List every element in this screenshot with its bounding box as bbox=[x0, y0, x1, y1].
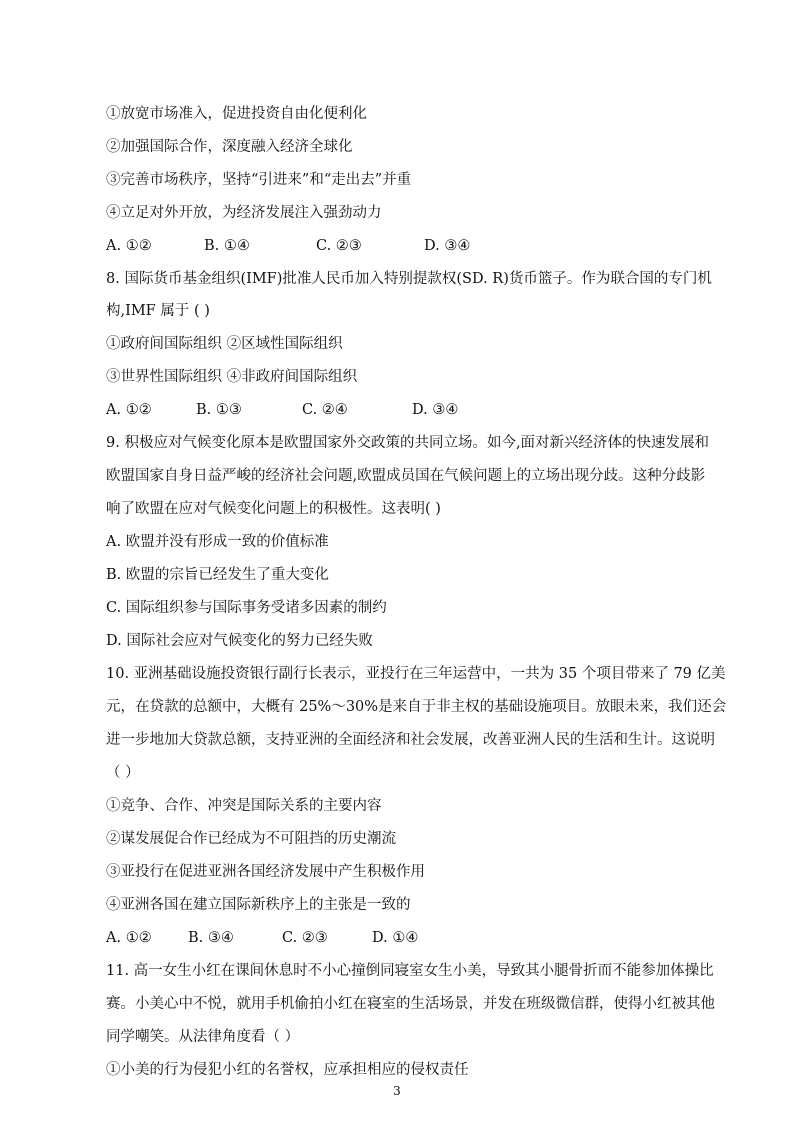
q7-options bbox=[106, 236, 706, 256]
q9-option-b: B. 欧盟的宗旨已经发生了重大变化 bbox=[106, 567, 329, 583]
q10-option-d: D. ①④ bbox=[372, 930, 419, 946]
q8-stem-line-1: 8. 国际货币基金组织(IMF)批准人民币加入特别提款权(SD. R)货币篮子。作为联合国的专门机 bbox=[106, 271, 712, 287]
q8-item-1: ①政府间国际组织 ②区域性国际组织 bbox=[106, 336, 343, 352]
q8-option-a: A. ①② bbox=[106, 402, 152, 418]
q7-option-c: C. ②③ bbox=[316, 238, 362, 254]
q11-stem-line-1: 11. 高一女生小红在课间休息时不小心撞倒同寝室女生小美，导致其小腿骨折而不能参加体操比 bbox=[106, 963, 714, 979]
q9-stem-line-3: 响了欧盟在应对气候变化问题上的积极性。这表明( ) bbox=[106, 501, 441, 517]
q7-option-d: D. ③④ bbox=[424, 238, 471, 254]
q10-stem-line-1: 10. 亚洲基础设施投资银行副行长表示，亚投行在三年运营中，一共为 35 个项目带来了 79 亿美 bbox=[106, 666, 726, 682]
q9-stem-line-1: 9. 积极应对气候变化原本是欧盟国家外交政策的共同立场。如今,面对新兴经济体的快速发展和 bbox=[106, 435, 710, 451]
q9-option-d: D. 国际社会应对气候变化的努力已经失败 bbox=[106, 633, 373, 649]
q10-item-1: ①竞争、合作、冲突是国际关系的主要内容 bbox=[106, 798, 382, 814]
page-number: 3 bbox=[393, 1084, 401, 1098]
q11-stem-line-2: 赛。小美心中不悦，就用手机偷拍小红在寝室的生活场景，并发在班级微信群，使得小红被其他 bbox=[106, 996, 715, 1012]
q8-item-2: ③世界性国际组织 ④非政府间国际组织 bbox=[106, 369, 358, 385]
q7-item-4: ④立足对外开放，为经济发展注入强劲动力 bbox=[106, 205, 382, 221]
q10-item-3: ③亚投行在促进亚洲各国经济发展中产生积极作用 bbox=[106, 864, 425, 880]
q10-option-b: B. ③④ bbox=[188, 930, 234, 946]
q10-stem-line-3: 进一步地加大贷款总额，支持亚洲的全面经济和社会发展，改善亚洲人民的生活和生计。这说明 bbox=[106, 732, 715, 748]
q9-option-a: A. 欧盟并没有形成一致的价值标准 bbox=[106, 534, 329, 550]
q10-option-a: A. ①② bbox=[106, 930, 152, 946]
q10-options bbox=[106, 928, 706, 948]
q11-stem-line-3: 同学嘲笑。从法律角度看（ ） bbox=[106, 1029, 300, 1045]
q10-option-c: C. ②③ bbox=[282, 930, 328, 946]
q7-item-1: ①放宽市场准入，促进投资自由化便利化 bbox=[106, 106, 367, 122]
q9-stem-line-2: 欧盟国家自身日益严峻的经济社会问题,欧盟成员国在气候问题上的立场出现分歧。这种分歧影 bbox=[106, 468, 706, 484]
q8-option-b: B. ①③ bbox=[196, 402, 242, 418]
q10-item-2: ②谋发展促合作已经成为不可阻挡的历史潮流 bbox=[106, 831, 396, 847]
q8-stem-line-2: 构,IMF 属于 ( ) bbox=[106, 303, 210, 319]
q7-option-b: B. ①④ bbox=[204, 238, 250, 254]
q7-item-2: ②加强国际合作，深度融入经济全球化 bbox=[106, 139, 353, 155]
q7-option-a: A. ①② bbox=[106, 238, 152, 254]
q8-options bbox=[106, 400, 706, 420]
q8-option-d: D. ③④ bbox=[412, 402, 459, 418]
q10-stem-line-4: （ ） bbox=[106, 765, 140, 781]
q8-option-c: C. ②④ bbox=[302, 402, 348, 418]
q10-item-4: ④亚洲各国在建立国际新秩序上的主张是一致的 bbox=[106, 897, 411, 913]
q7-item-3: ③完善市场秩序，坚持“引进来”和“走出去”并重 bbox=[106, 172, 412, 188]
q9-option-c: C. 国际组织参与国际事务受诸多因素的制约 bbox=[106, 600, 387, 616]
q10-stem-line-2: 元，在贷款的总额中，大概有 25%～30%是来自于非主权的基础设施项目。放眼未来，我们还会 bbox=[106, 699, 727, 715]
q11-item-1: ①小美的行为侵犯小红的名誉权，应承担相应的侵权责任 bbox=[106, 1062, 469, 1078]
